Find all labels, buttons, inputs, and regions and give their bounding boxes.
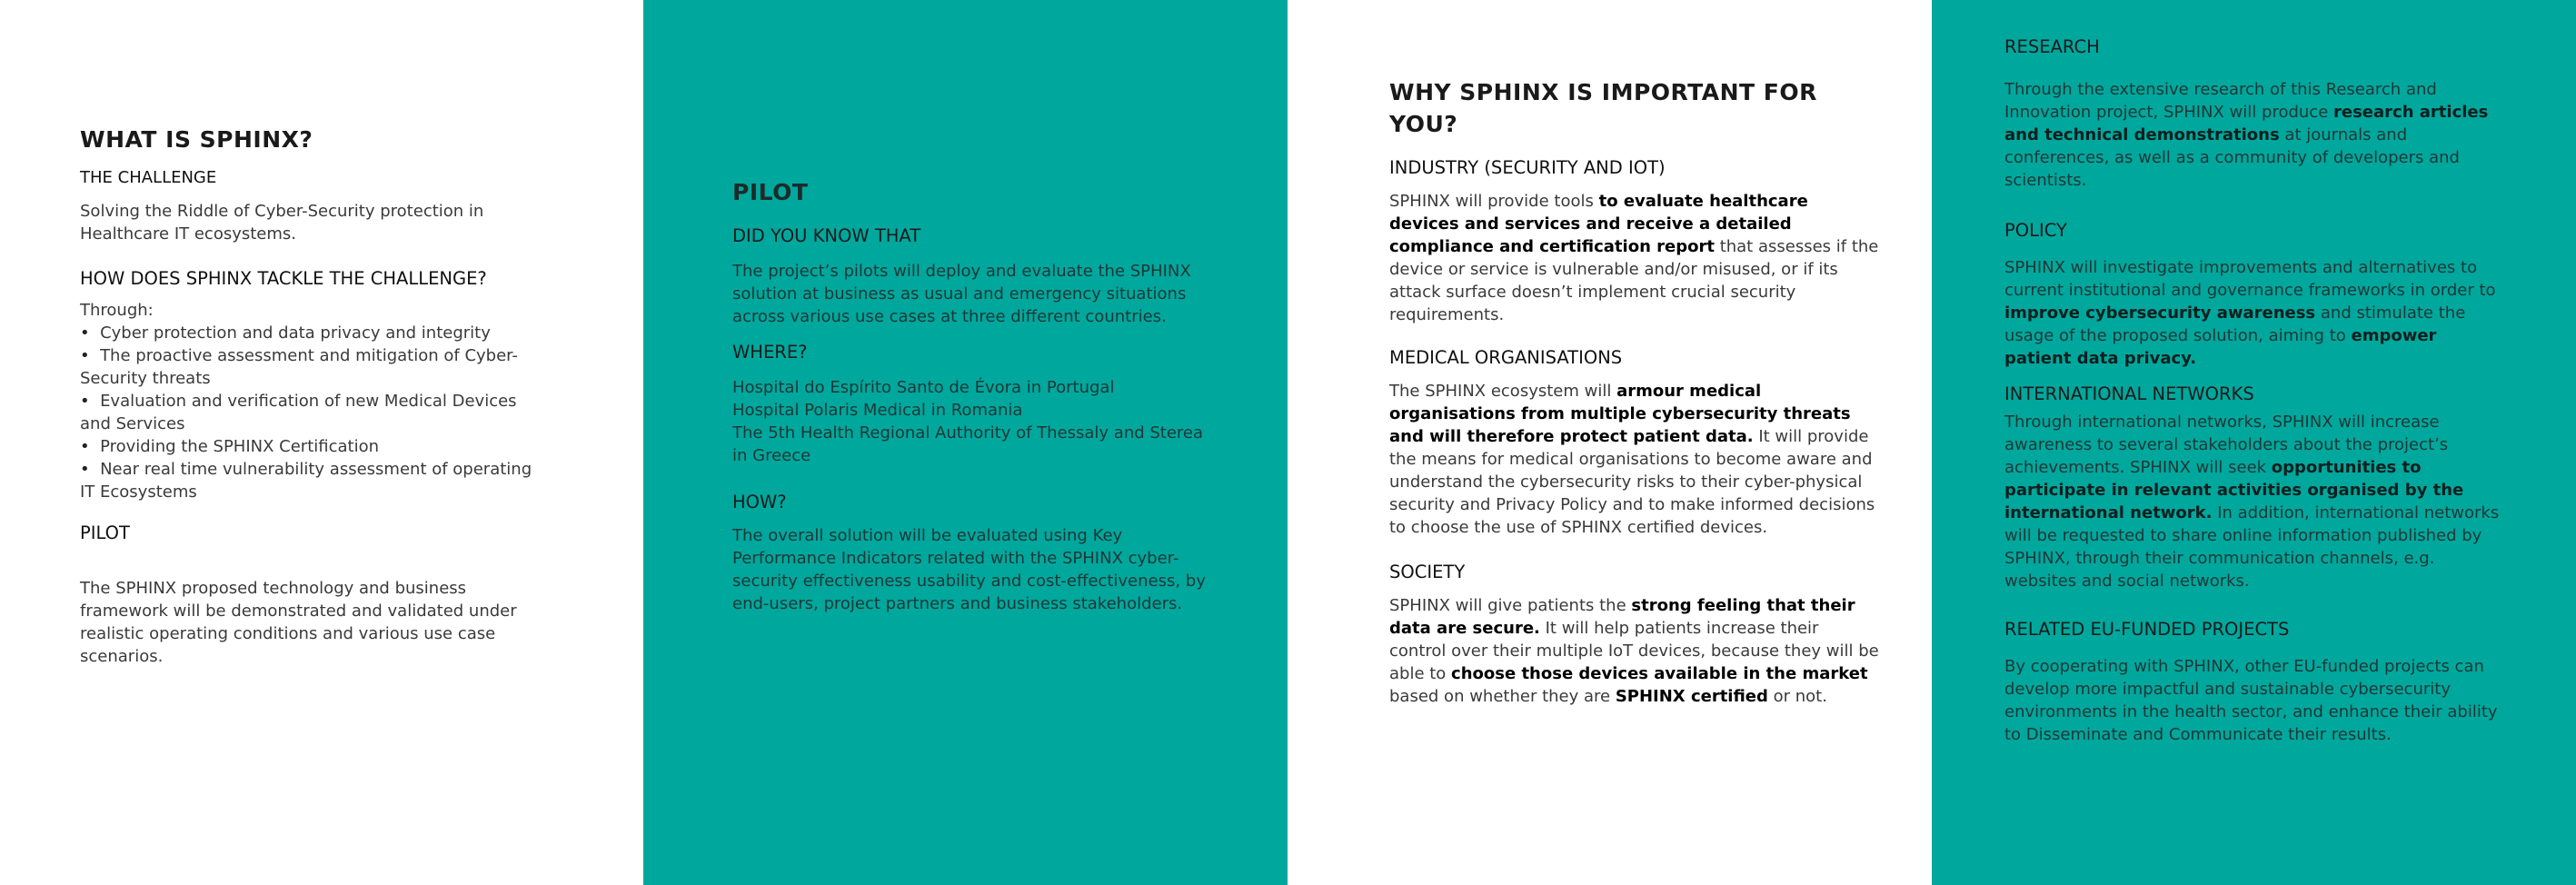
- research-heading: RESEARCH: [2004, 36, 2100, 57]
- did-you-know-heading: DID YOU KNOW THAT: [732, 225, 921, 246]
- list-item: • The proactive assessment and mitigation of Cyber-Security threats: [80, 344, 543, 390]
- society-text: SPHINX will give patients the strong feeling that their data are secure. It will help patients increase their control over their multiple IoT devices, because they will be able to choose those devices available in the market based on whether they are SPHINX certified or not.: [1389, 596, 1879, 706]
- industry-text: SPHINX will provide tools to evaluate healthcare devices and services and receive a detailed compliance and certification report that assesses if the device or service is vulnerable and/or misused, or if its attack surface doesn’t implement crucial security requirements.: [1389, 192, 1879, 324]
- bullet-list: [80, 322, 543, 503]
- through-label: Through:: [80, 301, 154, 320]
- list-item: • Providing the SPHINX Certification: [80, 435, 543, 458]
- how-text: The overall solution will be evaluated using Key Performance Indicators related with the SPHINX cyber-security effectiveness usability and cost-effectiveness, by end-users, project partners and business stakeholders.: [732, 526, 1206, 613]
- panel-2-content: [732, 176, 1223, 615]
- medical-text: The SPHINX ecosystem will armour medical organisations from multiple cybersecurity threats and will therefore protect patient data. It will provide the means for medical organisations to become aware and understand the cybersecurity risks to their cyber-physical security and Privacy Policy and to make informed decisions to choose the use of SPHINX certified devices.: [1389, 382, 1875, 537]
- why-title: WHY SPHINX IS IMPORTANT FOR YOU?: [1389, 79, 1817, 137]
- related-heading: RELATED EU-FUNDED PROJECTS: [2004, 619, 2290, 640]
- challenge-heading: THE CHALLENGE: [80, 168, 217, 187]
- list-item: • Cyber protection and data privacy and integrity: [80, 322, 543, 344]
- page-title: WHAT IS SPHINX?: [80, 126, 313, 153]
- list-item: • Near real time vulnerability assessment of operating IT Ecosystems: [80, 458, 543, 503]
- networks-heading: INTERNATIONAL NETWORKS: [2004, 383, 2254, 404]
- society-heading: SOCIETY: [1389, 562, 1466, 582]
- tackle-heading: HOW DOES SPHINX TACKLE THE CHALLENGE?: [80, 268, 487, 289]
- did-you-know-text: The project’s pilots will deploy and evaluate the SPHINX solution at business as usual and emergency situations across various use cases at three different countries.: [732, 262, 1191, 326]
- related-text: By cooperating with SPHINX, other EU-funded projects can develop more impactful and sustainable cybersecurity environments in the health sector, and enhance their ability to Disseminate and Communicate their results.: [2004, 657, 2498, 744]
- where-line: Hospital do Espírito Santo de Évora in Portugal: [732, 378, 1115, 397]
- panel-4-content: [2004, 35, 2500, 746]
- medical-heading: MEDICAL ORGANISATIONS: [1389, 347, 1623, 368]
- where-heading: WHERE?: [732, 342, 808, 363]
- how-heading: HOW?: [732, 492, 787, 512]
- panel-what-is-sphinx: [0, 0, 643, 885]
- list-item: • Evaluation and verification of new Medical Devices and Services: [80, 390, 543, 435]
- challenge-text: Solving the Riddle of Cyber-Security protection in Healthcare IT ecosystems.: [80, 202, 484, 244]
- pilot-text: The SPHINX proposed technology and business framework will be demonstrated and validated under realistic operating conditions and various use case scenarios.: [80, 579, 517, 666]
- where-line: The 5th Health Regional Authority of Thessaly and Sterea in Greece: [732, 423, 1204, 465]
- policy-text: SPHINX will investigate improvements and alternatives to current institutional and governance frameworks in order to improve cybersecurity awareness and stimulate the usage of the proposed solution, aiming to empower patient data privacy.: [2004, 258, 2496, 368]
- policy-heading: POLICY: [2004, 220, 2067, 241]
- where-line: Hospital Polaris Medical in Romania: [732, 401, 1023, 420]
- panel-research-policy: [1932, 0, 2576, 885]
- panel-3-content: [1389, 76, 1880, 708]
- pilot-title: PILOT: [732, 179, 809, 205]
- panel-pilot: [643, 0, 1288, 885]
- industry-heading: INDUSTRY (SECURITY AND IOT): [1389, 157, 1666, 178]
- panel-1-content: [80, 124, 543, 668]
- panel-why-important: [1288, 0, 1932, 885]
- research-text: Through the extensive research of this Research and Innovation project, SPHINX will produce research articles and technical demonstrations at journals and conferences, as well as a community of developers and scientists.: [2004, 80, 2489, 190]
- pilot-heading: PILOT: [80, 522, 130, 543]
- networks-text: Through international networks, SPHINX will increase awareness to several stakeholders about the project’s achievements. SPHINX will seek opportunities to participate in relevant activities organised by the international network. In addition, international networks will be requested to share online information published by SPHINX, through their communication channels, e.g. websites and social networks.: [2004, 413, 2500, 591]
